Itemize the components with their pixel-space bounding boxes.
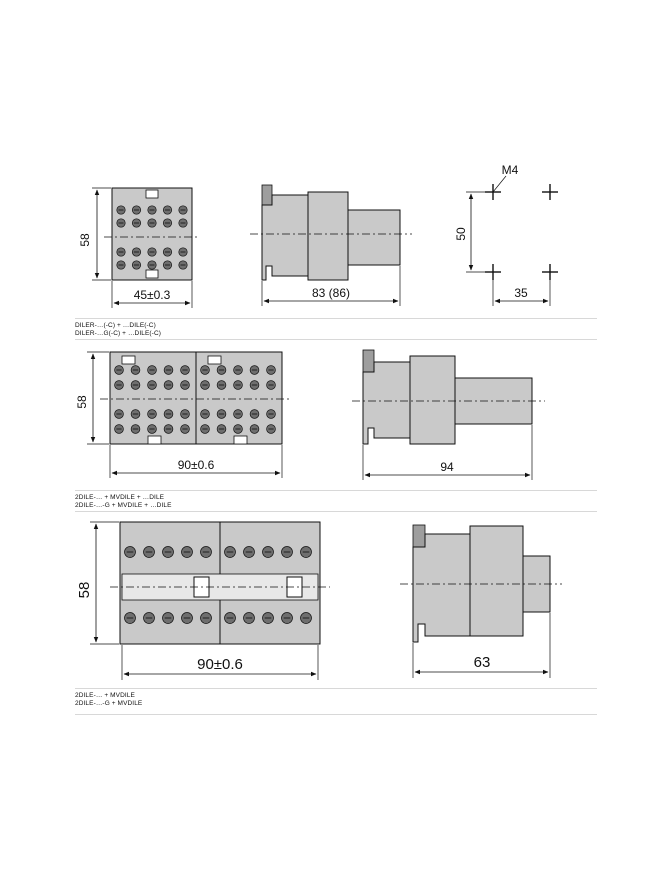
front-width-dimension-1 (112, 281, 192, 308)
side-view-2 (352, 350, 545, 444)
caption-3-line-1: 2DILE-… + MVDILE (75, 692, 135, 699)
front-height-dimension-2 (75, 352, 109, 444)
mounting-hole-pattern (454, 163, 558, 306)
caption-3-line-2: 2DILE-…-G + MVDILE (75, 700, 143, 707)
front-height-label-3: 58 (76, 581, 93, 599)
caption-3 (75, 692, 142, 708)
caption-1-line-1: DILER-…(-C) + …DILE(-C) (75, 322, 156, 329)
front-width-dimension-3 (122, 645, 318, 680)
side-view-3 (400, 525, 562, 642)
mount-vertical-label: 50 (454, 227, 468, 241)
front-view-3 (110, 522, 330, 644)
front-width-label-1: 45±0.3 (133, 288, 171, 302)
side-depth-label-2: 94 (440, 460, 454, 474)
caption-2-line-1: 2DILE-… + MVDILE + …DILE (75, 494, 165, 501)
caption-2 (75, 494, 172, 510)
side-depth-label-3: 63 (473, 654, 491, 671)
caption-1 (75, 322, 161, 338)
front-width-dimension-2 (110, 445, 282, 478)
front-width-label-3: 90±0.6 (197, 656, 243, 673)
side-depth-label-1: 83 (86) (311, 286, 351, 300)
drawing-1 (78, 163, 558, 308)
front-height-label-2: 58 (75, 395, 89, 409)
front-width-label-2: 90±0.6 (177, 458, 215, 472)
drawing-3 (76, 522, 562, 680)
section-divider (75, 318, 597, 319)
front-height-dimension-1 (78, 188, 111, 280)
mount-horizontal-label: 35 (514, 286, 528, 300)
side-view-1 (250, 185, 412, 280)
front-height-label-1: 58 (78, 233, 92, 247)
front-view-1 (104, 188, 200, 280)
front-height-dimension-3 (76, 522, 119, 644)
section-divider (75, 714, 597, 715)
section-divider (75, 511, 597, 512)
section-divider (75, 339, 597, 340)
drawing-2 (75, 350, 545, 480)
caption-1-line-2: DILER-…G(-C) + …DILE(-C) (75, 330, 161, 337)
caption-2-line-2: 2DILE-…-G + MVDILE + …DILE (75, 502, 172, 509)
section-divider (75, 688, 597, 689)
front-view-2 (100, 352, 290, 444)
mount-screw-label: M4 (501, 163, 519, 177)
section-divider (75, 490, 597, 491)
